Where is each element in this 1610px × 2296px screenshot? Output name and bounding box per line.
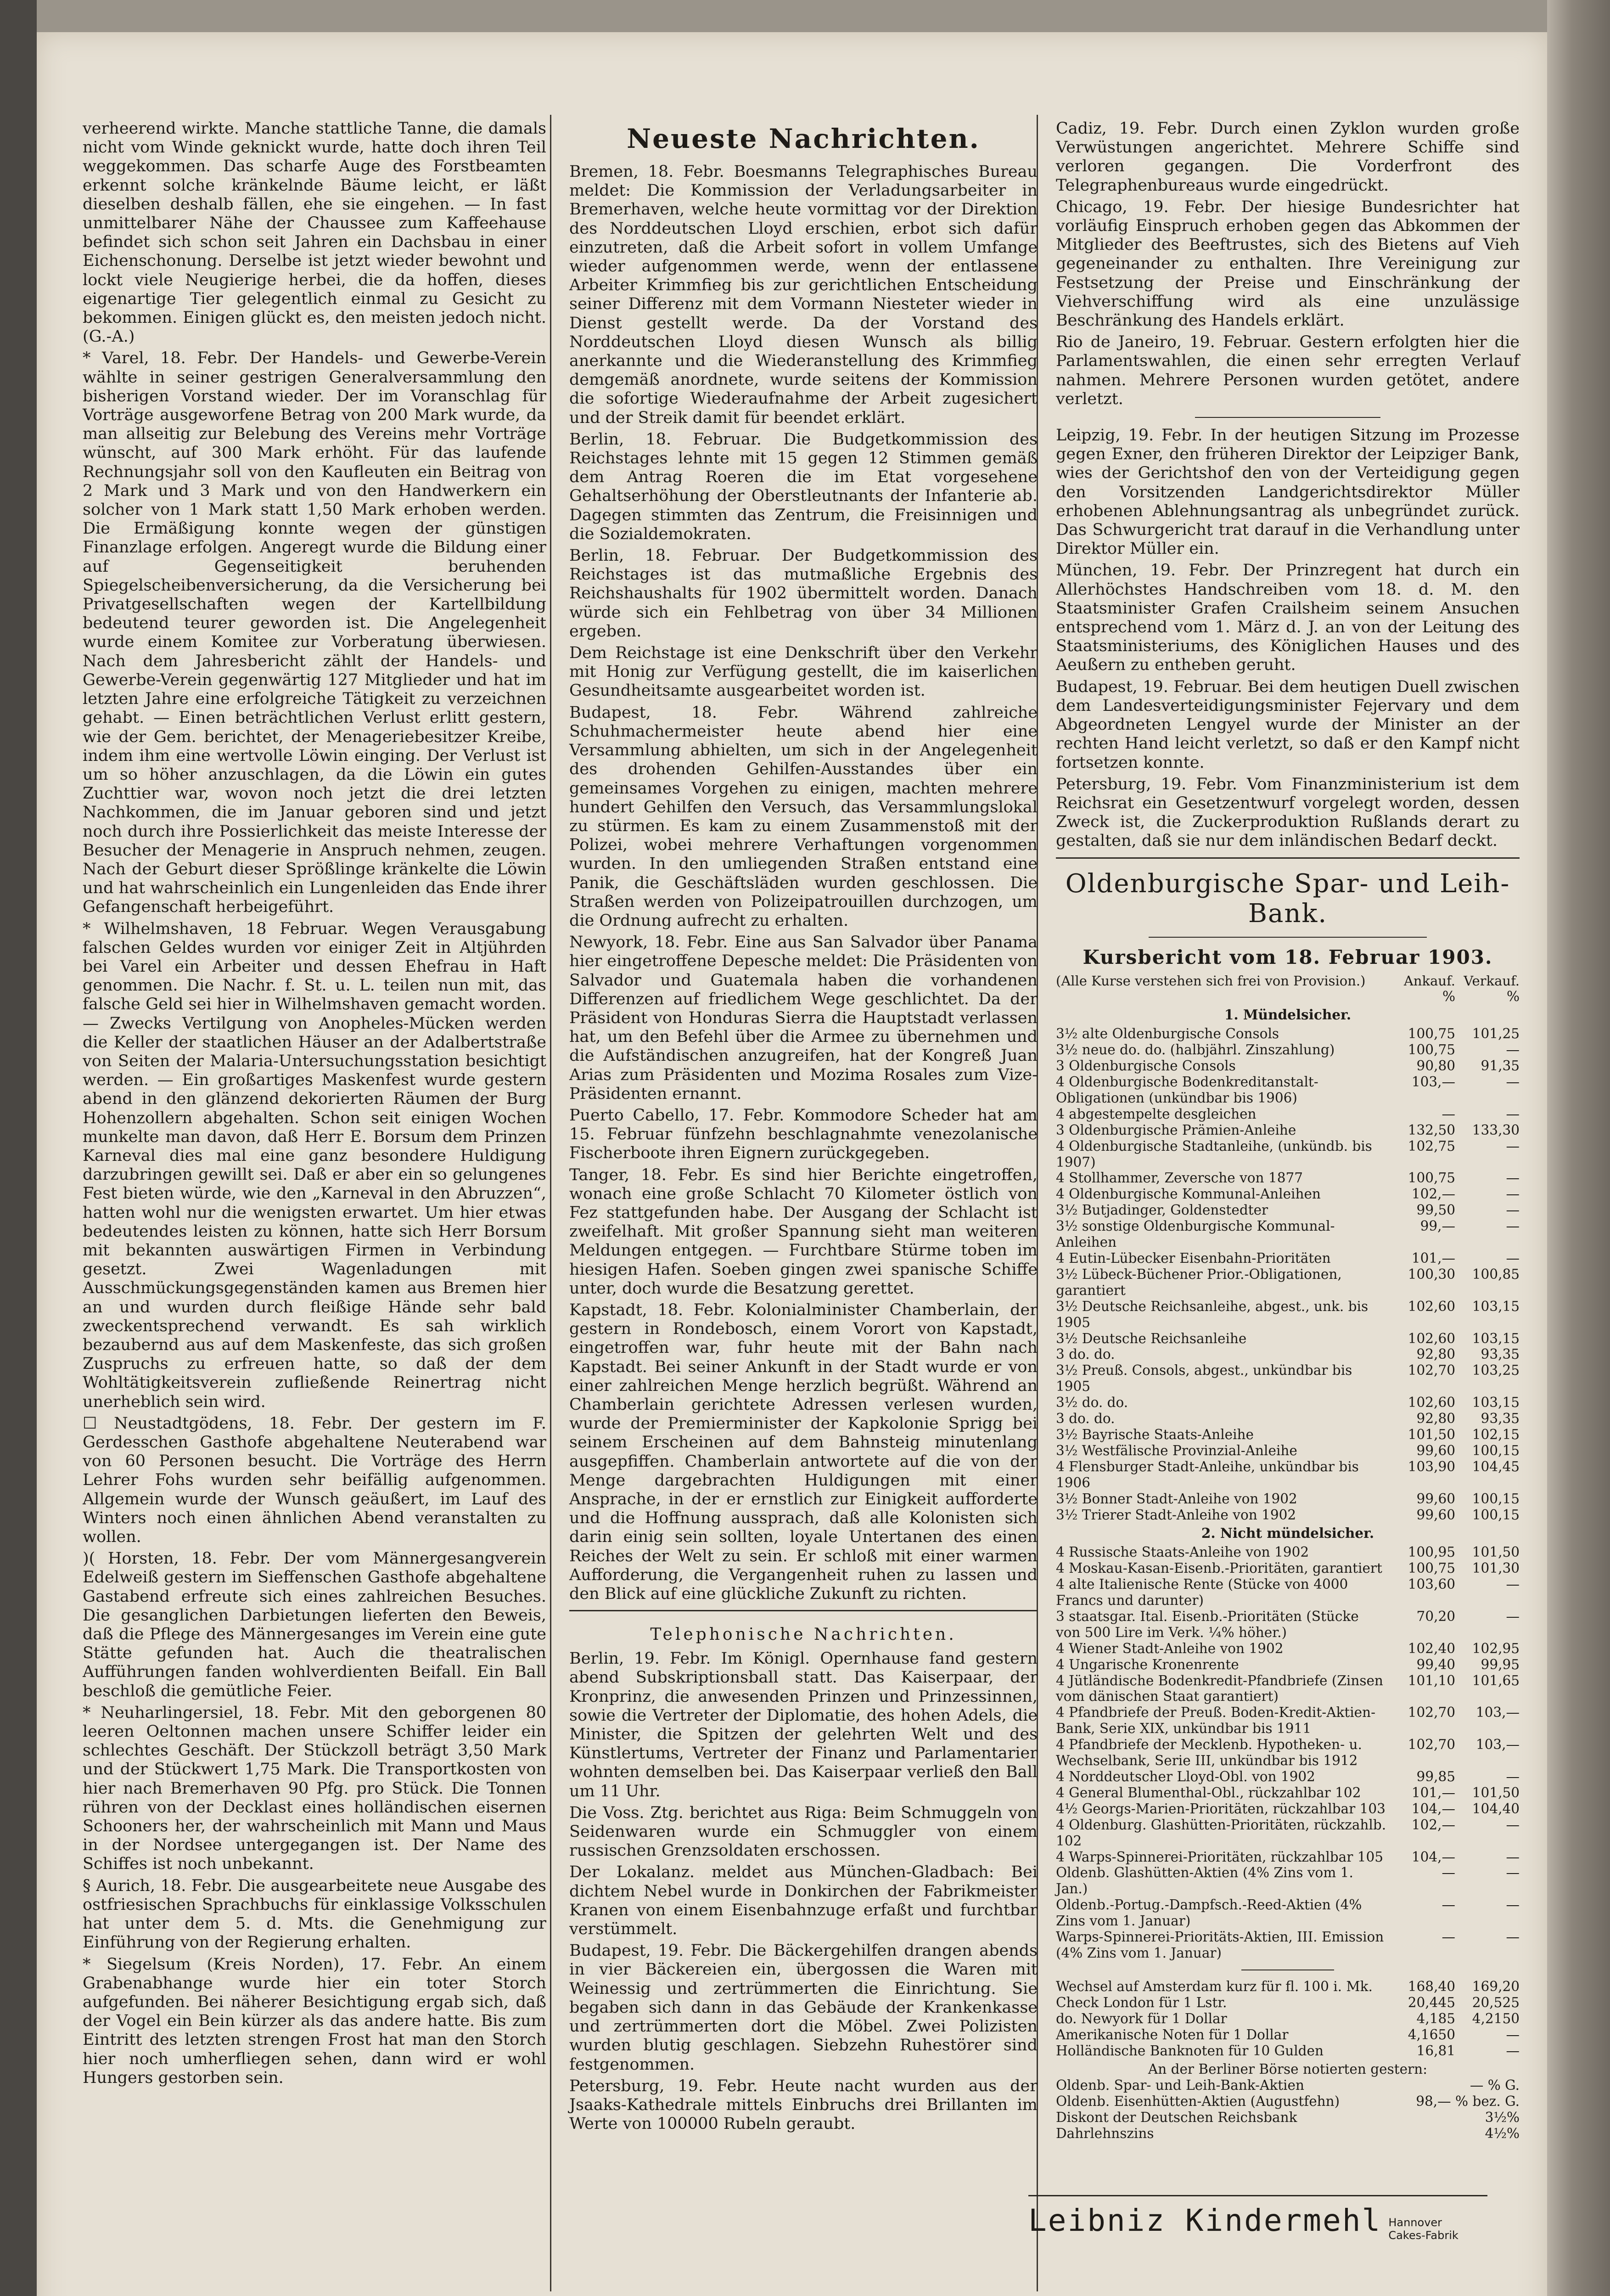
article: Newyork, 18. Febr. Eine aus San Salvador über Panama hier eingetroffene Depesche meldet: Die Präsidenten von Salvador und Guatemala haben die vorhandenen Differenzen auf friedlichem Wege geschlichtet. Da der Präsident von Honduras Sierra die Hauptstadt verlassen hat, um den Befehl über die Armee zu übernehmen und die Aufständischen anzugreifen, hat der Kongreß Juan Arias zum Präsidenten und Mozima Rosales zum Vize-Präsidenten ernannt. (569, 933, 1038, 1103)
section-title: 1. Mündelsicher. (1224, 1007, 1352, 1023)
article: Kapstadt, 18. Febr. Kolonialminister Chamberlain, der gestern in Rondebosch, einem Vorort von Kapstadt, eingetroffen war, fuhr heute mit der Bahn nach Kapstadt. Bei seiner Ankunft in der Stadt wurde er von einer zahlreichen Menge herzlich begrüßt. Während an Chamberlain gerichtete Adressen verlesen wurden, wurde der Premierminister der Kapkolonie Sprigg bei seinem Erscheinen auf dem Bahnsteig minutenlang ausgepfiffen. Chamberlain antwortete auf die von der Menge dargebrachten Huldigungen mit einer Ansprache, in der er ernstlich zur Einigkeit aufforderte und die Hoffnung aussprach, daß alle Kolonisten sich darin einig sein sollten, loyale Untertanen des einen Reiches der Welt zu sein. Er schloß mit einer warmen Aufforderung, die Vergangenheit ruhen zu lassen und den Blick auf eine glückliche Zukunft zu richten. (569, 1300, 1038, 1604)
column-local-news (83, 119, 546, 2090)
col-header-buy: Ankauf. (1403, 973, 1455, 989)
buy-rate: 100,75 (1408, 1170, 1455, 1186)
security-name: 3½ Bayrische Staats-Anleihe (1056, 1426, 1254, 1442)
sell-rate: 102,15 (1472, 1426, 1520, 1442)
security-name: 3½ do. do. (1056, 1395, 1128, 1411)
security-name: 4 Russische Staats-Anleihe von 1902 (1056, 1544, 1309, 1560)
rate-row (1056, 1395, 1520, 1411)
rate-row (1056, 1995, 1520, 2011)
security-name: 4 Eutin-Lübecker Eisenbahn-Prioritäten (1056, 1250, 1331, 1266)
sell-rate: 103,— (1475, 1705, 1520, 1721)
rate-row (1056, 1979, 1520, 1995)
buy-rate: 90,80 (1416, 1058, 1455, 1074)
col-header-sell: Verkauf. (1464, 973, 1520, 989)
article: Berlin, 18. Februar. Der Budgetkommission des Reichstages ist das mutmaßliche Ergebnis des Reichshaushalts für 1902 übermittelt worden. Danach würde sich ein Fehlbetrag von über 34 Millionen ergeben. (569, 546, 1038, 641)
sell-rate: — (1506, 2026, 1520, 2043)
rate-row (1056, 1491, 1520, 1507)
rate-row (1056, 1058, 1520, 1074)
advertisement (1028, 2195, 1487, 2242)
security-name: Dahrlehnszins (1056, 2126, 1154, 2142)
sell-rate: 103,15 (1472, 1298, 1520, 1314)
rate-row (1056, 1250, 1520, 1266)
binding-edge-left (0, 0, 37, 2296)
security-name: 3½ Lübeck-Büchener Prior.-Obligationen, garantiert (1056, 1266, 1342, 1298)
sell-rate: — (1506, 1250, 1520, 1266)
rate-row (1056, 1705, 1520, 1737)
security-name: 4 Oldenburgische Kommunal-Anleihen (1056, 1186, 1321, 1202)
rate-row (1056, 1769, 1520, 1785)
article: Budapest, 19. Febr. Die Bäckergehilfen drangen abends in vier Bäckereien ein, übergossen die Waren mit Weinessig und zertrümmerten die Einrichtung. Sie begaben sich dann in das Gebäude der Krankenkasse und zertrümmerten dort die Möbel. Zwei Polizisten wurden blutig geschlagen. Siebzehn Ruhestörer sind festgenommen. (569, 1941, 1038, 2074)
article: Cadiz, 19. Febr. Durch einen Zyklon wurden große Verwüstungen angerichtet. Mehrere Schiffe sind verloren gegangen. Die Vorderfront des Telegraphenbureaus wurde eingedrückt. (1056, 119, 1520, 195)
article: Chicago, 19. Febr. Der hiesige Bundesrichter hat vorläufig Einspruch erhoben gegen das Abkommen der Mitglieder des Beeftrustes, sich des Bietens auf Vieh gegeneinander zu enthalten. Ihre Vereinigung zur Festsetzung der Preise und Einschränkung der Viehverschiffung wird als eine unzulässige Beschränkung des Handels erklärt. (1056, 197, 1520, 330)
buy-rate: 16,81 (1416, 2043, 1455, 2059)
security-name: Check London für 1 Lstr. (1056, 1994, 1227, 2010)
sell-rate: 102,95 (1472, 1640, 1520, 1656)
divider (1056, 857, 1520, 859)
column-rule-1 (550, 115, 551, 2291)
buy-rate: 102,40 (1408, 1640, 1455, 1656)
rate-row (1056, 1897, 1520, 1929)
buy-rate: 92,80 (1416, 1346, 1455, 1362)
buy-rate: 92,80 (1416, 1411, 1455, 1427)
pct-sign: % (1442, 988, 1455, 1004)
buy-rate: 102,70 (1408, 1362, 1455, 1379)
page-edge-right (1547, 0, 1610, 2296)
article: § Aurich, 18. Febr. Die ausgearbeitete neue Ausgabe des ostfriesischen Sprachbuchs für einklassige Volksschulen hat unter dem 5. d. Mts. die Genehmigung zur Einführung von der Regierung erhalten. (83, 1876, 546, 1952)
sell-rate: 101,65 (1472, 1672, 1520, 1688)
rate-row (1056, 2043, 1520, 2059)
sell-rate: — (1506, 1576, 1520, 1593)
article: * Wilhelmshaven, 18 Februar. Wegen Verausgabung falschen Geldes wurden vor einiger Zeit in Altjührden bei Varel ein Arbeiter und dessen Ehefrau in Haft genommen. Die Nachr. f. St. u. L. teilen nun mit, das falsche Geld sei hier in Wilhelmshaven gemacht worden. — Zwecks Vertilgung von Anopheles-Mücken werden die Keller der staatlichen Häuser an der Adalbertstraße von Seiten der Malaria-Untersuchungsstation besichtigt werden. — Ein großartiges Maskenfest wurde gestern abend in den glänzend dekorierten Räumen der Burg Hohenzollern abgehalten. Schon seit einigen Wochen munkelte man davon, daß Herr E. Borsum dem Prinzen Karneval dies mal eine ganz besondere Huldigung darzubringen gewillt sei. Daß er aber ein so gelungenes Fest bieten würde, wie den „Karneval in den Abruzzen“, hatten wohl nur die wenigsten erwartet. Um hier etwas bedeutendes leisten zu können, hatte sich Herr Borsum mit bekannten auswärtigen Firmen in Verbindung gesetzt. Zwei Wagenladungen mit Ausschmückungsgegenständen kamen aus Bremen hier an und wurden durch fleißige Hände sehr bald zweckentsprechend verwandt. Es sah wirklich bezaubernd aus auf dem Maskenfeste, das sich großen Zuspruchs zu erfreuen hatte, so daß der dem Wohltätigkeitsverein zufließende Reinertrag nicht unerheblich sein wird. (83, 919, 546, 1411)
rate-row (1056, 2027, 1520, 2043)
buy-rate: — (1442, 1929, 1455, 1945)
security-name: 4 Wiener Stadt-Anleihe von 1902 (1056, 1640, 1284, 1656)
buy-rate: 98,— % bez. G. (1416, 2093, 1520, 2110)
security-name: 3½ sonstige Oldenburgische Kommunal-Anleihen (1056, 1218, 1335, 1250)
spacer (1056, 989, 1386, 1005)
security-name: 4 Warps-Spinnerei-Prioritäten, rückzahlbar 105 (1056, 1849, 1384, 1865)
ad-side-text (1388, 2216, 1458, 2242)
rate-row (1056, 1026, 1520, 1042)
bank-name: Oldenburgische Spar- und Leih-Bank. (1065, 868, 1510, 929)
security-name: 3½ Deutsche Reichsanleihe (1056, 1330, 1247, 1346)
rate-row (1056, 1801, 1520, 1817)
article: Tanger, 18. Febr. Es sind hier Berichte eingetroffen, wonach eine große Schlacht 70 Kilometer östlich von Fez stattgefunden habe. Der Ausgang der Schlacht ist zweifelhaft. Mit großer Spannung sieht man weiteren Meldungen entgegen. — Furchtbare Stürme toben im hiesigen Hafen. Soeben gingen zwei spanische Schiffe unter, doch wurde die Besatzung gerettet. (569, 1165, 1038, 1298)
sell-rate: 99,95 (1481, 1656, 1520, 1672)
security-name: 3½ Butjadinger, Goldenstedter (1056, 1202, 1268, 1218)
rows-nicht-muendelsicher (1056, 1544, 1520, 1961)
article: Petersburg, 19. Febr. Vom Finanzministerium ist dem Reichsrat ein Gesetzentwurf vorgelegt worden, dessen Zweck ist, die Zuckerproduktion Rußlands derart zu gestalten, daß sie nur dem inländischen Bedarf deckt. (1056, 775, 1520, 850)
section-title: 2. Nicht mündelsicher. (1201, 1525, 1374, 1542)
sell-rate: 101,50 (1472, 1544, 1520, 1560)
sell-rate: — (1506, 1929, 1520, 1945)
sell-rate: 133,30 (1472, 1122, 1520, 1138)
rate-row (1056, 1411, 1520, 1427)
rate-row (1056, 1266, 1520, 1299)
sell-rate: — (1506, 1849, 1520, 1865)
rows-berlin (1056, 2077, 1520, 2142)
sell-rate: — (1506, 1074, 1520, 1090)
sell-rate: 104,45 (1472, 1458, 1520, 1474)
rate-row (1056, 1817, 1520, 1849)
column-news-and-rates (1056, 119, 1520, 2142)
berlin-heading: An der Berliner Börse notierten gestern: (1148, 2061, 1428, 2077)
buy-rate: 20,445 (1408, 1994, 1455, 2010)
rate-row (1056, 1507, 1520, 1523)
sell-rate: 101,30 (1472, 1560, 1520, 1576)
buy-rate: — (1442, 1897, 1455, 1913)
article: )( Horsten, 18. Febr. Der vom Männergesangverein Edelweiß gestern im Sieffenschen Gasthofe abgehaltene Gastabend erfreute sich eines zahlreichen Besuches. Die gesanglichen Darbietungen lieferten den Beweis, daß die Pflege des Männergesanges im Verein eine gute Stätte gefunden hat. Auch die theatralischen Aufführungen fanden wohlverdienten Beifall. Ein Ball beschloß die gemütliche Feier. (83, 1549, 546, 1700)
rate-row (1056, 1362, 1520, 1395)
rate-row (1056, 2110, 1520, 2126)
buy-rate: 100,30 (1408, 1266, 1455, 1282)
security-name: 3 do. do. (1056, 1346, 1115, 1362)
sell-rate: 103,25 (1472, 1362, 1520, 1379)
sell-rate: 104,40 (1472, 1801, 1520, 1817)
article: Puerto Cabello, 17. Febr. Kommodore Scheder hat am 15. Februar fünfzehn beschlagnahmte venezolanische Fischerboote ihren Eignern zurückgegeben. (569, 1106, 1038, 1163)
sell-rate: — (1506, 1138, 1520, 1154)
article: ☐ Neustadtgödens, 18. Febr. Der gestern im F. Gerdesschen Gasthofe abgehaltene Neuterabend war von 60 Personen besucht. Die Vorträge des Herrn Lehrer Fohs wurden sehr beifällig aufgenommen. Allgemein wurde der Wunsch geäußert, im Lauf des Winters noch einen ähnlichen Abend veranstalten zu wollen. (83, 1414, 546, 1547)
buy-rate: 100,75 (1408, 1560, 1455, 1576)
buy-rate: 100,75 (1408, 1026, 1455, 1042)
buy-rate: — (1442, 1865, 1455, 1881)
ad-factory: Cakes-Fabrik (1388, 2228, 1459, 2242)
rate-row (1056, 1609, 1520, 1641)
buy-rate: 99,60 (1416, 1507, 1455, 1523)
rate-row (1056, 1657, 1520, 1673)
article: Der Lokalanz. meldet aus München-Gladbach: Bei dichtem Nebel wurde in Donkirchen der Fabrikmeister Kranen von einem Eisenbahnzuge erfaßt und furchtbar verstümmelt. (569, 1863, 1038, 1939)
sell-rate: 100,15 (1472, 1442, 1520, 1458)
sell-rate: 91,35 (1481, 1058, 1520, 1074)
rate-row (1056, 1170, 1520, 1186)
security-name: 3 staatsgar. Ital. Eisenb.-Prioritäten (Stücke von 500 Lire im Verk. ¼% höher.) (1056, 1608, 1359, 1640)
buy-rate: 101,50 (1408, 1426, 1455, 1442)
article: * Varel, 18. Febr. Der Handels- und Gewerbe-Verein wählte in seiner gestrigen Generalversammlung den bisherigen Vorstand wieder. Der im Voranschlag für Vorträge ausgeworfene Betrag von 200 Mark wurde, da man allseitig zur Belebung des Vereins mehr Vorträge wünscht, auf 300 Mark erhöht. Für das laufende Rechnungsjahr soll von den Kaufleuten ein Beitrag von 2 Mark und 3 Mark und von den Handwerkern ein solcher von 1 Mark statt 1,50 Mark erhoben werden. Die Ermäßigung konnte wegen der günstigen Finanzlage erfolgen. Angeregt wurde die Bildung einer auf Gegenseitigkeit beruhenden Spiegelscheibenversicherung, da die Versicherung bei Privatgesellschaften wegen der Kartellbildung bedeutend teurer geworden ist. Die Angelegenheit wurde einem Komitee zur Vorberatung überwiesen. Nach dem Jahresbericht zählt der Handels- und Gewerbe-Verein gegenwärtig 127 Mitglieder und hat im letzten Jahre eine erfolgreiche Tätigkeit zu verzeichnen gehabt. — Einen beträchtlichen Verlust erlitt gestern, wie der Gem. berichtet, der Menageriebesitzer Kreibe, indem ihm eine wertvolle Löwin einging. Der Verlust ist um so höher anzuschlagen, da die Löwin ein gutes Zuchttier war, wovon noch jetzt die drei letzten Nachkommen, die im Januar geboren sind und jetzt noch durch ihre Possierlichkeit das meiste Interesse der Besucher der Menagerie in Anspruch nehmen, zeugen. Nach der Geburt dieser Sprößlinge kränkelte die Löwin und hat wahrscheinlich ein Lungenleiden das Ende ihrer Gefangenschaft herbeigeführt. (83, 349, 546, 917)
buy-rate: 102,70 (1408, 1705, 1455, 1721)
buy-rate: 102,60 (1408, 1395, 1455, 1411)
buy-rate: 99,60 (1416, 1442, 1455, 1458)
buy-rate: 100,75 (1408, 1042, 1455, 1058)
security-name: 3½ Westfälische Provinzial-Anleihe (1056, 1442, 1297, 1458)
article: München, 19. Febr. Der Prinzregent hat durch ein Allerhöchstes Handschreiben vom 18. d. M. den Staatsminister Grafen Crailsheim seinem Ansuchen entsprechend vom 1. März d. J. an von der Leitung des Staatsministeriums, des Königlichen Hauses und des Aeußern zu entheben geruht. (1056, 561, 1520, 675)
security-name: 3½ Trierer Stadt-Anleihe von 1902 (1056, 1507, 1296, 1523)
article: Budapest, 18. Febr. Während zahlreiche Schuhmachermeister heute abend hier eine Versammlung abhielten, um sich in der Angelegenheit des drohenden Gehilfen-Ausstandes über ein gemeinsames Vorgehen zu einigen, machten mehrere hundert Gehilfen den Versuch, das Versammlungslokal zu stürmen. Es kam zu einem Zusammenstoß mit der Polizei, wobei mehrere Verhaftungen vorgenommen wurden. In den umliegenden Straßen entstand eine Panik, die Geschäftsläden wurden geschlossen. Die Straßen werden von Polizeipatrouillen durchzogen, um die Ordnung aufrecht zu erhalten. (569, 703, 1038, 930)
sell-rate: — (1506, 1817, 1520, 1833)
buy-rate: 102,60 (1408, 1298, 1455, 1314)
rate-row (1056, 1929, 1520, 1961)
rate-row (1056, 1849, 1520, 1865)
security-name: 3 Oldenburgische Prämien-Anleihe (1056, 1122, 1296, 1138)
buy-rate: 99,— (1420, 1218, 1455, 1234)
rate-row (1056, 1443, 1520, 1459)
security-name: 3½ alte Oldenburgische Consols (1056, 1026, 1279, 1042)
article: Petersburg, 19. Febr. Heute nacht wurden aus der Jsaaks-Kathedrale mittels Einbruchs drei Brillanten im Werte von 100000 Rubeln geraubt. (569, 2077, 1038, 2133)
rate-row (1056, 2093, 1520, 2110)
sell-rate: — (1506, 1608, 1520, 1624)
buy-rate: 101,— (1411, 1784, 1455, 1801)
article: Leipzig, 19. Febr. In der heutigen Sitzung im Prozesse gegen Exner, den früheren Direktor der Leipziger Bank, wies der Gerichtshof den von der Verteidigung gegen den Vorsitzenden Landgerichtsdirektor Müller erhobenen Ablehnungsantrag als unbegründet zurück. Das Schwurgericht trat darauf in die Verhandlung unter Direktor Müller ein. (1056, 426, 1520, 558)
sell-rate: — (1506, 1769, 1520, 1785)
security-name: do. Newyork für 1 Dollar (1056, 2010, 1227, 2026)
sell-rate: 103,15 (1472, 1330, 1520, 1346)
buy-rate: 102,— (1411, 1186, 1455, 1202)
section-heading: Neueste Nachrichten. (627, 123, 980, 154)
rate-row (1056, 1138, 1520, 1171)
buy-rate: 70,20 (1416, 1608, 1455, 1624)
security-name: 4 Flensburger Stadt-Anleihe, unkündbar bis 1906 (1056, 1458, 1359, 1491)
security-name: Warps-Spinnerei-Prioritäts-Aktien, III. Emission (4% Zins vom 1. Januar) (1056, 1929, 1384, 1961)
article: * Siegelsum (Kreis Norden), 17. Febr. An einem Grabenabhange wurde hier ein toter Storch aufgefunden. Bei näherer Besichtigung ergab sich, daß der Vogel ein Bein kürzer als das andere hatte. Bis zum Eintritt des letzten strengen Frost hat man den Storch hier noch umherfliegen sehen, dann wird er wohl Hungers gestorben sein. (83, 1955, 546, 2087)
buy-rate: 101,10 (1408, 1672, 1455, 1688)
rate-row (1056, 1218, 1520, 1250)
article: verheerend wirkte. Manche stattliche Tanne, die damals nicht vom Winde geknickt wurde, hatte doch ihren Teil weggekommen. Das scharfe Auge des Forstbeamten erkennt solche kränkelnde Bäume leicht, er läßt dieselben deshalb fällen, ehe sie eingehen. — In fast unmittelbarer Nähe der Chaussee zum Kaffeehause befindet sich schon seit Jahren ein Dachsbau in einer Eichenschonung. Derselbe ist jetzt wieder bewohnt und lockt viele Neugierige herbei, die da hoffen, dieses eigenartige Tier gelegentlich einmal zu Gesicht zu bekommen. Einigen glückt es, den meisten jedoch nicht. (G.-A.) (83, 119, 546, 346)
rate-row (1056, 1560, 1520, 1576)
divider (1149, 937, 1427, 938)
ad-brand: Leibniz Kindermehl (1028, 2203, 1382, 2238)
rate-row (1056, 1737, 1520, 1769)
rate-table (1056, 973, 1520, 2142)
security-name: 4 abgestempelte desgleichen (1056, 1106, 1257, 1122)
article: Budapest, 19. Februar. Bei dem heutigen Duell zwischen dem Landesverteidigungsminister Fejervary und dem Abgeordneten Lengyel wurde der Minister an der rechten Hand leicht verletzt, so daß er den Kampf nicht fortsetzen konnte. (1056, 677, 1520, 772)
security-name: 3½ Deutsche Reichsanleihe, abgest., unk. bis 1905 (1056, 1298, 1369, 1330)
rate-row (1056, 1074, 1520, 1106)
sell-rate: 93,35 (1481, 1346, 1520, 1362)
security-name: 3½ Preuß. Consols, abgest., unkündbar bis 1905 (1056, 1362, 1352, 1395)
buy-rate: 102,75 (1408, 1138, 1455, 1154)
sell-rate: 103,15 (1472, 1395, 1520, 1411)
table-header-row (1056, 973, 1520, 989)
buy-rate: 104,— (1411, 1801, 1455, 1817)
buy-rate: 99,85 (1416, 1769, 1455, 1785)
buy-rate: — (1442, 1106, 1455, 1122)
sell-rate: 169,20 (1472, 1978, 1520, 1994)
table-header-row (1056, 989, 1520, 1005)
buy-rate: 99,50 (1416, 1202, 1455, 1218)
security-name: 4 Moskau-Kasan-Eisenb.-Prioritäten, garantiert (1056, 1560, 1382, 1576)
security-name: 4 Norddeutscher Lloyd-Obl. von 1902 (1056, 1769, 1315, 1785)
security-name: 4 General Blumenthal-Obl., rückzahlbar 102 (1056, 1784, 1361, 1801)
sell-rate: — (1506, 1106, 1520, 1122)
buy-rate: 132,50 (1408, 1122, 1455, 1138)
rate-row (1056, 1106, 1520, 1122)
security-name: 4 Jütländische Bodenkredit-Pfandbriefe (Zinsen vom dänischen Staat garantiert) (1056, 1672, 1383, 1705)
buy-rate: 168,40 (1408, 1978, 1455, 1994)
security-name: Holländische Banknoten für 10 Gulden (1056, 2043, 1324, 2059)
buy-rate: 102,70 (1408, 1737, 1455, 1753)
security-name: 3 do. do. (1056, 1411, 1115, 1427)
rate-row (1056, 1186, 1520, 1202)
rate-row (1056, 1673, 1520, 1705)
sell-rate: — (1506, 1897, 1520, 1913)
sell-rate: 103,— (1475, 1737, 1520, 1753)
rate-row (1056, 2011, 1520, 2027)
sell-rate: — (1506, 1218, 1520, 1234)
sell-rate: 4,2150 (1472, 2010, 1520, 2026)
rate-row (1056, 1346, 1520, 1362)
article: Die Voss. Ztg. berichtet aus Riga: Beim Schmuggeln von Seidenwaren wurde ein Schmuggler von einem russischen Grenzsoldaten erschossen. (569, 1803, 1038, 1860)
buy-rate: 4,1650 (1408, 2026, 1455, 2043)
security-name: 4 Ungarische Kronenrente (1056, 1656, 1239, 1672)
sell-rate: 100,85 (1472, 1266, 1520, 1282)
sell-rate: 100,15 (1472, 1491, 1520, 1507)
pct-sign: % (1506, 988, 1520, 1004)
rate-row (1056, 1785, 1520, 1801)
sell-rate: 100,15 (1472, 1507, 1520, 1523)
sell-rate: — (1506, 1042, 1520, 1058)
sell-rate: — (1506, 1186, 1520, 1202)
buy-rate: — % G. (1470, 2077, 1520, 2093)
ad-city: Hannover (1388, 2216, 1442, 2229)
article: * Neuharlingersiel, 18. Febr. Mit den geborgenen 80 leeren Oeltonnen machen unsere Schiffer leider ein schlechtes Geschäft. Der Stückzoll beträgt 3,50 Mark und der Stückwert 1,75 Mark. Die Transportkosten von hier nach Bremerhaven 90 Pfg. pro Stück. Die Tonnen rühren von der Decklast eines holländischen eisernen Schooners her, der wahrscheinlich mit Mann und Maus in der Nordsee untergegangen ist. Der Name des Schiffes ist noch unbekannt. (83, 1703, 546, 1874)
security-name: 4 Oldenburgische Stadtanleihe, (unkündb. bis 1907) (1056, 1138, 1372, 1170)
security-name: 3½ neue do. do. (halbjährl. Zinszahlung) (1056, 1042, 1335, 1058)
article: Berlin, 18. Februar. Die Budgetkommission des Reichstages lehnte mit 15 gegen 12 Stimmen gemäß dem Antrag Roeren die im Etat vorgesehene Gehaltserhöhung der Oberstleutnants der Infanterie ab. Dagegen stimmten das Zentrum, die Freisinnigen und die Sozialdemokraten. (569, 430, 1038, 543)
sell-rate: — (1506, 1170, 1520, 1186)
article: Rio de Janeiro, 19. Februar. Gestern erfolgten hier die Parlamentswahlen, die einen sehr erregten Verlauf nahmen. Mehrere Personen wurden getötet, andere verletzt. (1056, 333, 1520, 408)
buy-rate: 101,— (1411, 1250, 1455, 1266)
security-name: Oldenb.-Portug.-Dampfsch.-Reed-Aktien (4% Zins vom 1. Januar) (1056, 1897, 1362, 1929)
buy-rate: 104,— (1411, 1849, 1455, 1865)
section-subheading: Telephonische Nachrichten. (650, 1625, 957, 1644)
sell-rate: — (1506, 2043, 1520, 2059)
buy-rate: 103,90 (1408, 1458, 1455, 1474)
rate-row (1056, 1202, 1520, 1218)
buy-rate: 3½% (1485, 2110, 1520, 2126)
rate-row (1056, 1544, 1520, 1560)
rate-row (1056, 1427, 1520, 1443)
sell-rate: 93,35 (1481, 1411, 1520, 1427)
security-name: 4 Oldenburgische Bodenkreditanstalt-Obligationen (unkündbar bis 1906) (1056, 1074, 1318, 1106)
buy-rate: 99,60 (1416, 1491, 1455, 1507)
security-name: 4 Stollhammer, Zeversche von 1877 (1056, 1170, 1303, 1186)
sell-rate: — (1506, 1202, 1520, 1218)
security-name: Wechsel auf Amsterdam kurz für fl. 100 i. Mk. (1056, 1978, 1373, 1994)
security-name: 3 Oldenburgische Consols (1056, 1058, 1236, 1074)
rate-row (1056, 1641, 1520, 1657)
buy-rate: 100,95 (1408, 1544, 1455, 1560)
rows-muendelsicher (1056, 1026, 1520, 1523)
column-latest-news (569, 119, 1038, 2136)
security-name: Oldenb. Eisenhütten-Aktien (Augustfehn) (1056, 2093, 1340, 2110)
rate-row (1056, 1122, 1520, 1138)
security-name: Diskont der Deutschen Reichsbank (1056, 2110, 1297, 2126)
rows-exchange (1056, 1979, 1520, 2059)
security-name: Oldenb. Glashütten-Aktien (4% Zins vom 1. Jan.) (1056, 1865, 1353, 1897)
buy-rate: 103,60 (1408, 1576, 1455, 1593)
rate-row (1056, 1459, 1520, 1491)
security-name: Oldenb. Spar- und Leih-Bank-Aktien (1056, 2077, 1304, 2093)
rate-row (1056, 2077, 1520, 2093)
buy-rate: 102,— (1411, 1817, 1455, 1833)
buy-rate: 102,60 (1408, 1330, 1455, 1346)
buy-rate: 99,40 (1416, 1656, 1455, 1672)
divider (569, 1610, 1038, 1611)
rate-row (1056, 1299, 1520, 1331)
buy-rate: 4,185 (1416, 2010, 1455, 2026)
article: Berlin, 19. Febr. Im Königl. Opernhause fand gestern abend Subskriptionsball statt. Das Kaiserpaar, der Kronprinz, die anwesenden Prinzen und Prinzessinnen, sowie die Vertreter der Diplomatie, des hohen Adels, die Minister, die Spitzen der gelehrten Welt und des Künstlertums, Vertreter der Finanz und Parlamentarier wohnten demselben bei. Das Kaiserpaar verließ den Ball um 11 Uhr. (569, 1649, 1038, 1801)
article: Dem Reichstage ist eine Denkschrift über den Verkehr mit Honig zur Verfügung gestellt, die im kaiserlichen Gesundheitsamte ausgearbeitet worden ist. (569, 644, 1038, 700)
rate-row (1056, 1042, 1520, 1058)
buy-rate: 103,— (1411, 1074, 1455, 1090)
buy-rate: 4½% (1485, 2126, 1520, 2142)
article: Bremen, 18. Febr. Boesmanns Telegraphisches Bureau meldet: Die Kommission der Verladungsarbeiter in Bremerhaven, welche heute vormittag vor der Direktion des Norddeutschen Lloyd erschien, erbot sich dafür einzutreten, daß die Arbeit sofort in vollem Umfange wieder aufgenommen werde, wenn der entlassene Arbeiter Krimmfieg bis zur gerichtlichen Entscheidung seiner Differenz mit dem Vormann Niesteter wieder in Dienst gestellt werde. Da der Vorstand des Norddeutschen Lloyd diesen Wunsch als billig anerkannte und die Wiederanstellung des Krimmfieg demgemäß anordnete, wurde seitens der Kommission die sofortige Wiederaufnahme der Arbeit zugesichert und der Streik damit für beendet erklärt. (569, 163, 1038, 427)
rate-row (1056, 1331, 1520, 1347)
security-name: 4 Pfandbriefe der Mecklenb. Hypotheken- u. Wechselbank, Serie III, unkündbar bis 1912 (1056, 1737, 1362, 1769)
newspaper-page (37, 32, 1547, 2296)
security-name: 4 alte Italienische Rente (Stücke von 4000 Francs und darunter) (1056, 1576, 1348, 1609)
sell-rate: — (1506, 1865, 1520, 1881)
rate-report-title: Kursbericht vom 18. Februar 1903. (1083, 945, 1493, 968)
security-name: 4 Pfandbriefe der Preuß. Boden-Kredit-Aktien-Bank, Serie XIX, unkündbar bis 1911 (1056, 1705, 1376, 1737)
security-name: Amerikanische Noten für 1 Dollar (1056, 2026, 1289, 2043)
rate-row (1056, 1865, 1520, 1897)
sell-rate: 101,25 (1472, 1026, 1520, 1042)
table-note: (Alle Kurse verstehen sich frei von Provision.) (1056, 973, 1366, 989)
security-name: 4½ Georgs-Marien-Prioritäten, rückzahlbar 103 (1056, 1801, 1386, 1817)
divider (1195, 417, 1380, 418)
rate-row (1056, 1576, 1520, 1609)
security-name: 3½ Bonner Stadt-Anleihe von 1902 (1056, 1491, 1297, 1507)
security-name: 4 Oldenburg. Glashütten-Prioritäten, rückzahlb. 102 (1056, 1817, 1386, 1849)
rate-row (1056, 2126, 1520, 2142)
sell-rate: 20,525 (1472, 1994, 1520, 2010)
sell-rate: 101,50 (1472, 1784, 1520, 1801)
